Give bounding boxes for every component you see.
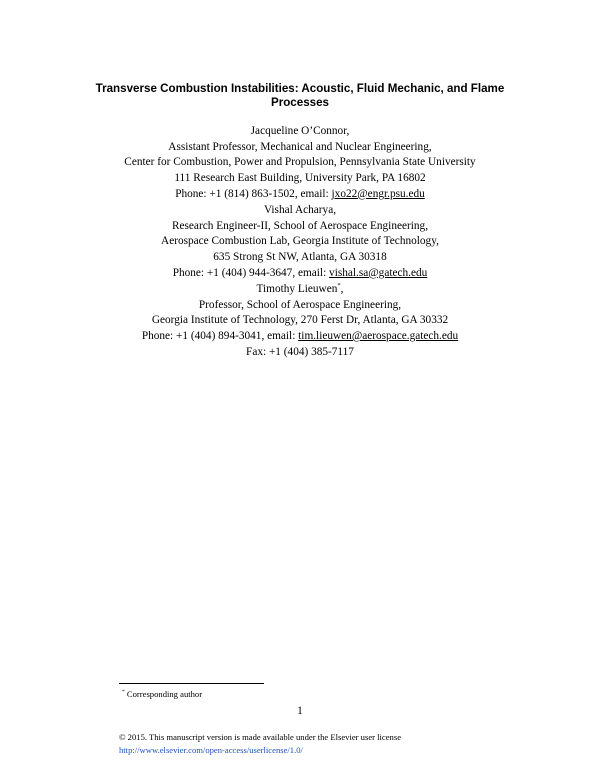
author-name: Vishal Acharya,	[263, 204, 337, 216]
author-affiliation: Georgia Institute of Technology, 270 Ferst Dr, Atlanta, GA 30332	[151, 314, 449, 327]
footnote-text: Corresponding author	[124, 689, 203, 699]
paper-title	[70, 82, 530, 110]
author-position: Professor, School of Aerospace Engineering,	[198, 298, 402, 311]
corresponding-author-marker: *	[337, 282, 341, 290]
author-email-link[interactable]: vishal.sa@gatech.edu	[329, 266, 428, 279]
footnote-marker: *	[122, 689, 125, 696]
author-block-oconnor	[0, 124, 600, 203]
license-url-link[interactable]: http://www.elsevier.com/open-access/userlicense/1.0/	[119, 744, 303, 755]
author-position: Assistant Professor, Mechanical and Nuclear Engineering,	[168, 140, 432, 153]
page-number: 1	[297, 705, 303, 717]
paper-title-line-1: Transverse Combustion Instabilities: Acoustic, Fluid Mechanic, and Flame	[95, 82, 505, 95]
author-contact	[0, 266, 600, 282]
author-name	[0, 282, 600, 298]
author-affiliation: Center for Combustion, Power and Propulsion, Pennsylvania State University	[124, 156, 476, 169]
paper-title-line-2: Processes	[270, 96, 329, 109]
author-affiliation: Aerospace Combustion Lab, Georgia Institute of Technology,	[161, 235, 439, 248]
author-position: Research Engineer-II, School of Aerospace Engineering,	[171, 219, 429, 232]
author-address: 635 Strong St NW, Atlanta, GA 30318	[213, 251, 387, 264]
author-name: Jacqueline O’Connor,	[250, 125, 350, 137]
footnote-divider	[119, 683, 264, 684]
author-block-lieuwen	[0, 282, 600, 361]
author-contact-label: Phone: +1 (404) 944-3647, email:	[172, 266, 330, 279]
license-notice	[119, 731, 401, 756]
author-address: 111 Research East Building, University Park, PA 16802	[174, 172, 426, 185]
author-email-link[interactable]: tim.lieuwen@aerospace.gatech.edu	[298, 330, 459, 343]
author-fax: Fax: +1 (404) 385-7117	[246, 345, 354, 358]
author-name-comma: ,	[340, 283, 344, 295]
author-name-text: Timothy Lieuwen	[256, 283, 338, 295]
author-contact-label: Phone: +1 (814) 863-1502, email:	[175, 187, 332, 200]
author-contact	[0, 187, 600, 203]
author-contact	[0, 329, 600, 345]
footnote	[122, 689, 202, 699]
author-email-link[interactable]: jxo22@engr.psu.edu	[331, 187, 425, 200]
author-contact-label: Phone: +1 (404) 894-3041, email:	[141, 330, 299, 343]
license-text: © 2015. This manuscript version is made available under the Elsevier user license	[119, 732, 402, 742]
author-block-acharya	[0, 203, 600, 282]
